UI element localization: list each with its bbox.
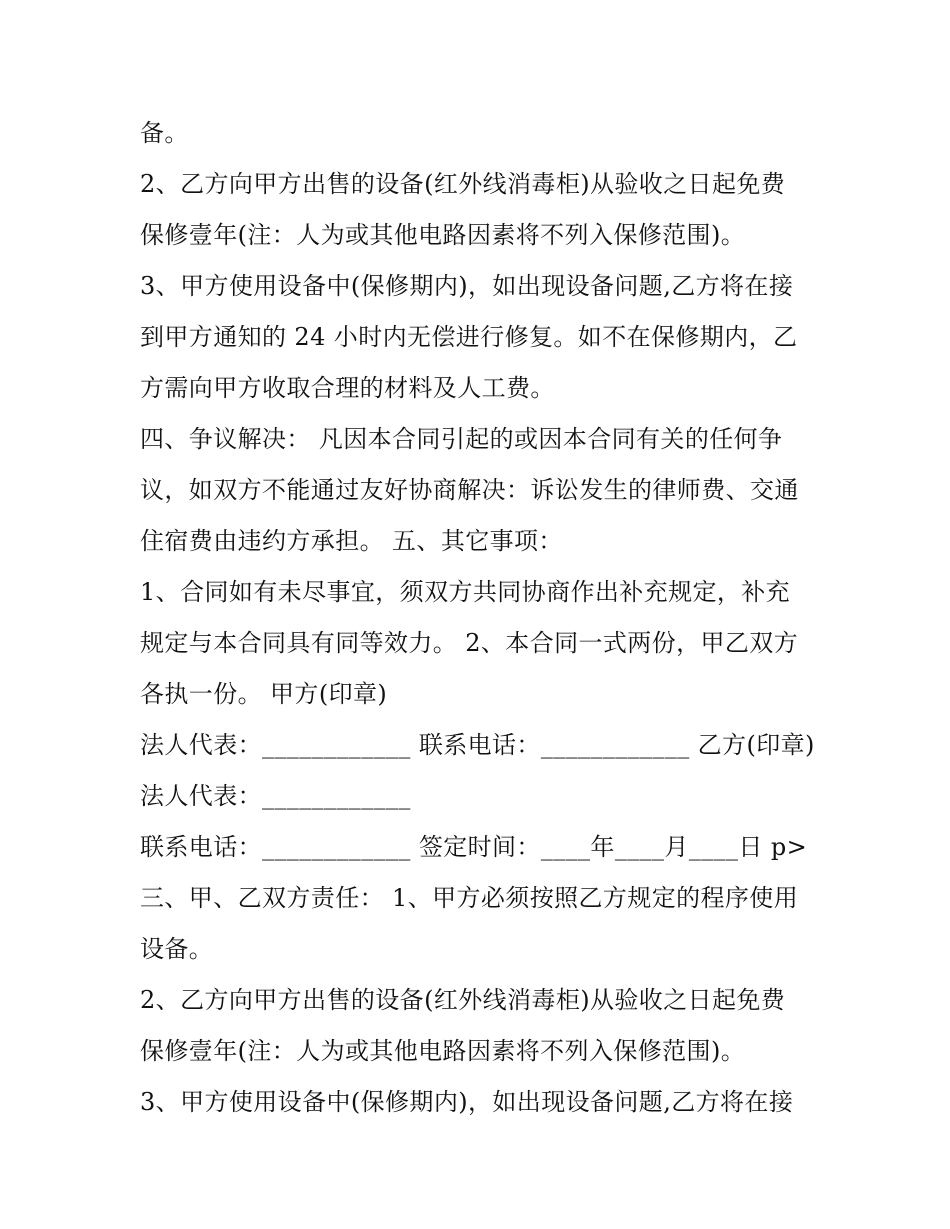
- text-line: 1、合同如有未尽事宜，须双方共同协商作出补充规定，补充: [140, 578, 791, 606]
- text-line: 规定与本合同具有同等效力。 2、本合同一式两份，甲乙双方: [140, 629, 799, 657]
- text-line: 3、甲方使用设备中(保修期内)，如出现设备问题,乙方将在接: [140, 272, 794, 300]
- text-line: 方需向甲方收取合理的材料及人工费。: [140, 374, 555, 402]
- signature-line: 联系电话：____________ 签定时间：____年____月____日 p>: [140, 833, 808, 861]
- text-line: 保修壹年(注：人为或其他电路因素将不列入保修范围)。: [140, 1037, 746, 1065]
- signature-line: 法人代表：____________: [140, 782, 411, 810]
- text-line: 各执一份。 甲方(印章): [140, 680, 388, 708]
- text-line: 住宿费由违约方承担。 五、其它事项：: [140, 527, 563, 555]
- text-line: 3、甲方使用设备中(保修期内)，如出现设备问题,乙方将在接: [140, 1088, 794, 1116]
- text-line: 四、争议解决： 凡因本合同引起的或因本合同有关的任何争: [140, 425, 783, 453]
- text-line: 三、甲、乙双方责任： 1、甲方必须按照乙方规定的程序使用: [140, 884, 799, 912]
- text-line: 备。: [140, 119, 189, 147]
- text-line: 议，如双方不能通过友好协商解决：诉讼发生的律师费、交通: [140, 476, 799, 504]
- text-line: 保修壹年(注：人为或其他电路因素将不列入保修范围)。: [140, 221, 746, 249]
- text-line: 到甲方通知的 24 小时内无偿进行修复。如不在保修期内，乙: [140, 323, 798, 351]
- signature-line: 法人代表：____________ 联系电话：____________ 乙方(印章): [140, 731, 815, 759]
- text-line: 2、乙方向甲方出售的设备(红外线消毒柜)从验收之日起免费: [140, 170, 786, 198]
- text-line: 2、乙方向甲方出售的设备(红外线消毒柜)从验收之日起免费: [140, 986, 786, 1014]
- document-body: [140, 108, 820, 1128]
- text-line: 设备。: [140, 935, 214, 963]
